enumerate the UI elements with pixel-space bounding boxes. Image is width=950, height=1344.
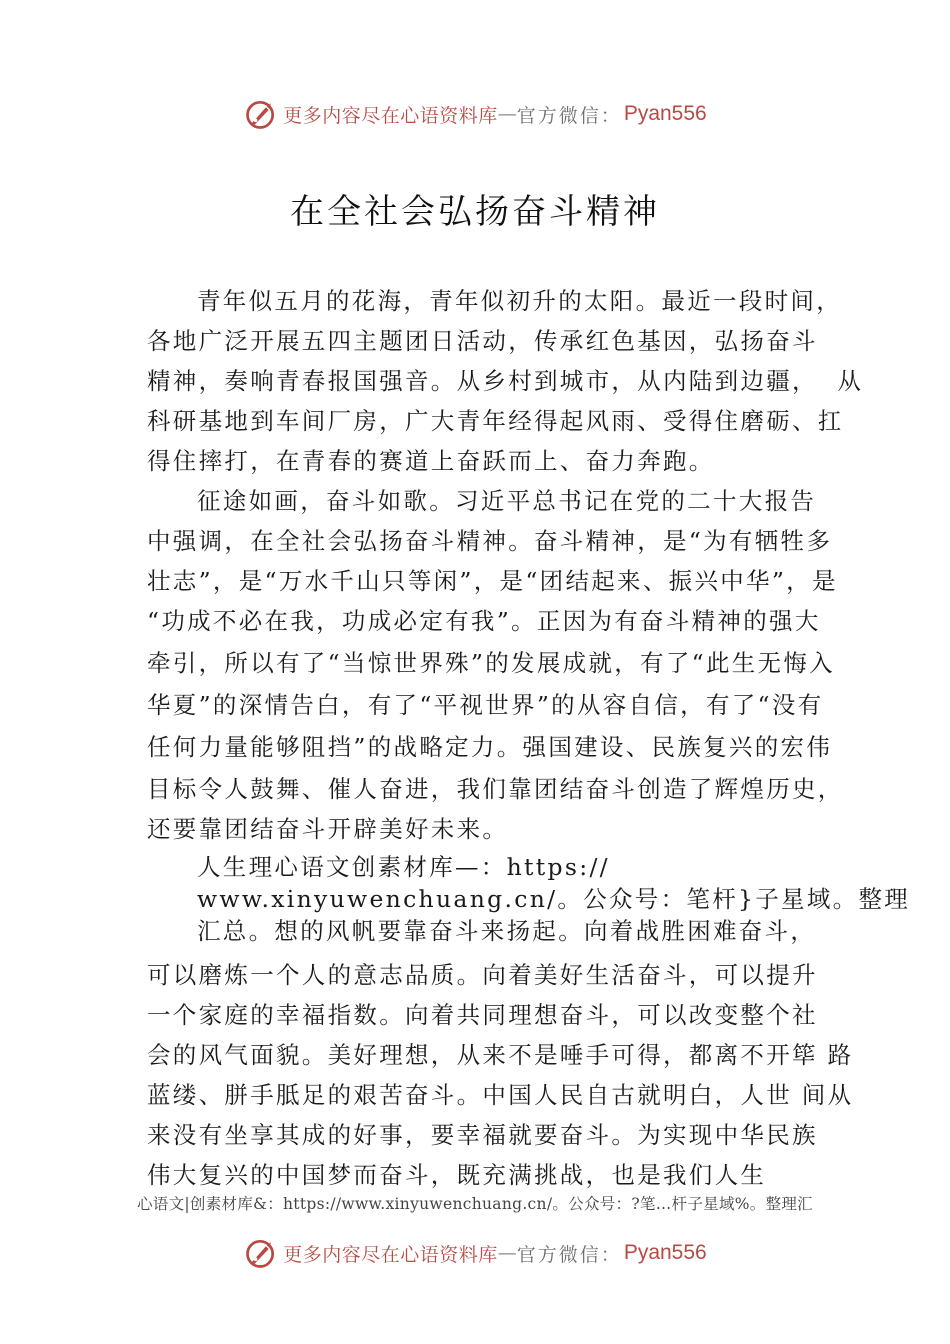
text-line: 一个家庭的幸福指数。向着共同理想奋斗，可以改变整个社 [147,1001,818,1029]
banner-main-text: 更多内容尽在心语资料库 [283,104,498,127]
footer-banner [0,1231,950,1275]
text-line: 任何力量能够阻挡”的战略定力。强国建设、民族复兴的宏伟 [147,733,833,761]
text-line: 得住摔打，在青春的赛道上奋跃而上、奋力奔跑。 [147,447,715,475]
banner-wechat-label: 官方微信： [516,1243,622,1266]
text-line: 可以磨炼一个人的意志品质。向着美好生活奋斗，可以提升 [147,961,818,989]
pen-nib-seal-icon [243,1235,279,1271]
pen-nib-seal-icon [243,96,279,132]
text-line: 牵引，所以有了“当惊世界殊”的发展成就，有了“此生无悔入 [147,649,835,677]
text-line: “功成不必在我，功成必定有我”。正因为有奋斗精神的强大 [147,607,821,635]
banner-separator: — [497,103,517,125]
text-line: www.xinyuwenchuang.cn/。公众号：笔杆}子星域。整理 [197,885,911,913]
header-banner [0,92,950,136]
footer-source-line: 心语文|创素材库&：https://www.xinyuwenchuang.cn/。公众号：?笔…杆子星域%。整理汇 [137,1195,813,1213]
text-line: 人生理心语文创素材库—：https:// [197,853,610,881]
banner-wechat-id: Pyan556 [623,102,707,125]
text-line: 伟大复兴的中国梦而奋斗，既充满挑战，也是我们人生 [147,1161,767,1189]
text-line: 目标令人鼓舞、催人奋进，我们靠团结奋斗创造了辉煌历史， [147,775,844,803]
banner-wechat-label: 官方微信： [516,104,622,127]
banner-wechat-id: Pyan556 [623,1241,707,1264]
text-line: 蓝缕、胼手胝足的艰苦奋斗。中国人民自古就明白，人世 间从 [147,1081,854,1109]
text-line: 青年似五月的花海，青年似初升的太阳。最近一段时间， [197,287,842,315]
text-line: 各地广泛开展五四主题团日活动，传承红色基因，弘扬奋斗 [147,327,818,355]
text-line: 壮志”，是“万水千山只等闲”，是“团结起来、振兴中华”，是 [147,567,838,595]
text-line: 中强调，在全社会弘扬奋斗精神。奋斗精神，是“为有牺牲多 [147,527,833,555]
text-line: 会的风气面貌。美好理想，从来不是唾手可得，都离不开筚 路 [147,1041,854,1069]
text-line: 还要靠团结奋斗开辟美好未来。 [147,815,509,843]
text-line: 科研基地到车间厂房，广大青年经得起风雨、受得住磨砺、扛 [147,407,844,435]
text-line: 华夏”的深情告白，有了“平视世界”的从容自信，有了“没有 [147,691,824,719]
page-title: 在全社会弘扬奋斗精神 [290,192,660,232]
banner-separator: — [497,1242,517,1264]
banner-main-text: 更多内容尽在心语资料库 [283,1243,498,1266]
text-line: 汇总。想的风帆要靠奋斗来扬起。向着战胜困难奋斗， [197,917,817,945]
text-line: 精神，奏响青春报国强音。从乡村到城市，从内陆到边疆， 从 [147,367,864,395]
text-line: 征途如画，奋斗如歌。习近平总书记在党的二十大报告 [197,487,817,515]
text-line: 来没有坐享其成的好事，要幸福就要奋斗。为实现中华民族 [147,1121,818,1149]
